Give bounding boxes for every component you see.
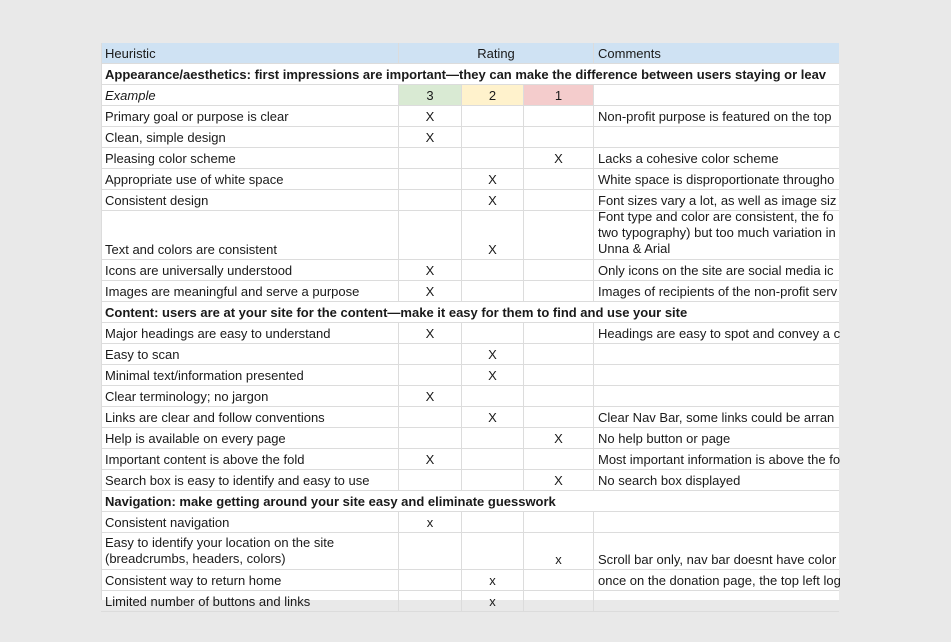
rating-2-cell[interactable]: X: [462, 190, 524, 210]
section-row-appearance: [101, 64, 839, 85]
rating-3-cell[interactable]: [399, 533, 462, 569]
rating-2-cell[interactable]: [462, 260, 524, 280]
rating-1-cell[interactable]: [524, 512, 594, 532]
comment-cell[interactable]: Most important information is above the fo: [598, 452, 841, 467]
rating-1-cell[interactable]: [524, 365, 594, 385]
section-row-navigation: [101, 491, 839, 512]
table-row: [101, 407, 839, 428]
rating-3-cell[interactable]: [399, 591, 462, 611]
section-title[interactable]: Appearance/aesthetics: first impressions are important—they can make the difference between users staying or leav: [105, 67, 827, 82]
comment-cell[interactable]: [594, 127, 839, 147]
comment-cell[interactable]: Only icons on the site are social media ic: [598, 263, 834, 278]
table-row: [101, 211, 839, 260]
comment-line: Font type and color are consistent, the fo: [598, 209, 834, 224]
heuristic-cell[interactable]: Easy to scan: [101, 344, 399, 364]
column-header-comments[interactable]: Comments: [598, 45, 661, 61]
rating-3-cell[interactable]: X: [399, 260, 462, 280]
rating-1-cell[interactable]: [524, 386, 594, 406]
rating-2-cell[interactable]: [462, 106, 524, 126]
table-row: [101, 344, 839, 365]
rating-3-cell[interactable]: X: [399, 386, 462, 406]
rating-2-legend[interactable]: 2: [462, 85, 524, 105]
heuristic-cell[interactable]: Images are meaningful and serve a purpose: [101, 281, 399, 301]
table-row: [101, 449, 839, 470]
rating-3-cell[interactable]: X: [399, 127, 462, 147]
rating-1-cell[interactable]: [524, 260, 594, 280]
rating-3-cell[interactable]: [399, 470, 462, 490]
rating-3-cell[interactable]: [399, 344, 462, 364]
heuristic-cell[interactable]: Major headings are easy to understand: [101, 323, 399, 343]
comment-cell[interactable]: Clear Nav Bar, some links could be arran: [598, 410, 835, 425]
table-row: [101, 127, 839, 148]
rating-3-cell[interactable]: [399, 169, 462, 189]
heuristic-cell[interactable]: Primary goal or purpose is clear: [101, 106, 399, 126]
table-row: [101, 570, 839, 591]
comment-cell[interactable]: Headings are easy to spot and convey a c: [598, 326, 841, 341]
heuristic-cell[interactable]: Pleasing color scheme: [101, 148, 399, 168]
heuristic-line: Easy to identify your location on the site: [105, 535, 335, 550]
column-header-heuristic[interactable]: Heuristic: [101, 43, 399, 63]
rating-2-cell[interactable]: [462, 127, 524, 147]
rating-3-cell[interactable]: X: [399, 323, 462, 343]
table-row: [101, 512, 839, 533]
comment-cell[interactable]: once on the donation page, the top left log: [598, 573, 841, 588]
comment-cell[interactable]: No help button or page: [598, 431, 731, 446]
rating-2-cell[interactable]: [462, 428, 524, 448]
table-row: [101, 591, 839, 612]
rating-3-cell[interactable]: [399, 570, 462, 590]
rating-3-cell[interactable]: [399, 211, 462, 259]
comment-cell[interactable]: No search box displayed: [598, 473, 741, 488]
heuristic-cell[interactable]: Text and colors are consistent: [101, 211, 399, 259]
rating-3-cell[interactable]: [399, 407, 462, 427]
rating-1-cell[interactable]: X: [524, 470, 594, 490]
comment-cell[interactable]: Images of recipients of the non-profit serv: [598, 284, 838, 299]
heuristic-cell[interactable]: Icons are universally understood: [101, 260, 399, 280]
comment-cell[interactable]: [594, 365, 839, 385]
table-row: [101, 260, 839, 281]
rating-3-cell[interactable]: x: [399, 512, 462, 532]
rating-1-cell[interactable]: [524, 591, 594, 611]
heuristic-cell[interactable]: Help is available on every page: [101, 428, 399, 448]
heuristic-cell[interactable]: Important content is above the fold: [101, 449, 399, 469]
comment-cell[interactable]: [594, 344, 839, 364]
rating-2-cell[interactable]: X: [462, 169, 524, 189]
comment-cell[interactable]: White space is disproportionate througho: [598, 172, 835, 187]
table-row: [101, 169, 839, 190]
rating-2-cell[interactable]: [462, 470, 524, 490]
rating-2-cell[interactable]: x: [462, 591, 524, 611]
rating-2-cell[interactable]: X: [462, 344, 524, 364]
rating-1-cell[interactable]: [524, 190, 594, 210]
rating-2-cell[interactable]: [462, 148, 524, 168]
rating-1-cell[interactable]: X: [524, 428, 594, 448]
heuristic-cell[interactable]: Links are clear and follow conventions: [101, 407, 399, 427]
rating-1-cell[interactable]: [524, 570, 594, 590]
table-row: [101, 281, 839, 302]
heuristic-line: (breadcrumbs, headers, colors): [105, 551, 286, 566]
rating-1-cell[interactable]: x: [524, 533, 594, 569]
heuristic-cell[interactable]: Limited number of buttons and links: [101, 591, 399, 611]
heuristic-cell[interactable]: Search box is easy to identify and easy to use: [101, 470, 399, 490]
rating-2-cell[interactable]: X: [462, 365, 524, 385]
rating-2-cell[interactable]: X: [462, 211, 524, 259]
comment-cell[interactable]: Font sizes vary a lot, as well as image siz: [598, 193, 837, 208]
rating-3-cell[interactable]: [399, 190, 462, 210]
comment-cell[interactable]: Lacks a cohesive color scheme: [598, 151, 779, 166]
rating-1-cell[interactable]: [524, 407, 594, 427]
heuristic-cell[interactable]: Consistent navigation: [101, 512, 399, 532]
table-row: [101, 386, 839, 407]
heuristic-cell[interactable]: Clear terminology; no jargon: [101, 386, 399, 406]
rating-3-legend[interactable]: 3: [399, 85, 462, 105]
table-row: [101, 323, 839, 344]
table-row: [101, 470, 839, 491]
rating-2-cell[interactable]: [462, 449, 524, 469]
rating-3-cell[interactable]: X: [399, 106, 462, 126]
table-row: [101, 106, 839, 127]
rating-1-cell[interactable]: [524, 281, 594, 301]
rating-1-cell[interactable]: [524, 169, 594, 189]
example-row: [101, 85, 839, 106]
rating-3-cell[interactable]: [399, 148, 462, 168]
rating-1-cell[interactable]: [524, 323, 594, 343]
rating-2-cell[interactable]: x: [462, 570, 524, 590]
comment-cell[interactable]: [594, 386, 839, 406]
table-row: [101, 428, 839, 449]
example-label[interactable]: Example: [101, 85, 399, 105]
rating-1-cell[interactable]: [524, 449, 594, 469]
heuristic-cell[interactable]: Consistent design: [101, 190, 399, 210]
heuristic-cell[interactable]: Minimal text/information presented: [101, 365, 399, 385]
table-row: [101, 533, 839, 570]
comment-cell[interactable]: Scroll bar only, nav bar doesnt have color: [598, 552, 837, 567]
rating-1-cell[interactable]: [524, 127, 594, 147]
heuristic-cell[interactable]: Appropriate use of white space: [101, 169, 399, 189]
table-row: [101, 365, 839, 386]
rating-3-cell[interactable]: [399, 365, 462, 385]
section-title[interactable]: Navigation: make getting around your site easy and eliminate guesswork: [105, 494, 556, 509]
rating-1-cell[interactable]: X: [524, 148, 594, 168]
rating-2-cell[interactable]: [462, 323, 524, 343]
comment-line: two typography) but too much variation in: [598, 225, 836, 240]
rating-2-cell[interactable]: [462, 281, 524, 301]
comment-cell[interactable]: [594, 211, 839, 259]
column-header-rating[interactable]: Rating: [399, 43, 594, 63]
heuristic-evaluation-sheet: [101, 43, 841, 609]
heuristic-cell[interactable]: Consistent way to return home: [101, 570, 399, 590]
rating-1-legend[interactable]: 1: [524, 85, 594, 105]
rating-1-cell[interactable]: [524, 211, 594, 259]
rating-2-cell[interactable]: [462, 512, 524, 532]
rating-1-cell[interactable]: [524, 106, 594, 126]
rating-2-cell[interactable]: X: [462, 407, 524, 427]
rating-3-cell[interactable]: X: [399, 449, 462, 469]
rating-2-cell[interactable]: [462, 386, 524, 406]
rating-1-cell[interactable]: [524, 344, 594, 364]
comment-cell[interactable]: [594, 85, 839, 105]
comment-line: Unna & Arial: [598, 241, 671, 256]
comment-cell[interactable]: [594, 591, 839, 611]
section-row-content: [101, 302, 839, 323]
left-border: [101, 43, 102, 600]
table-row: [101, 148, 839, 169]
rating-2-cell[interactable]: [462, 533, 524, 569]
rating-3-cell[interactable]: [399, 428, 462, 448]
comment-cell[interactable]: Non-profit purpose is featured on the top: [598, 109, 832, 124]
rating-3-cell[interactable]: X: [399, 281, 462, 301]
comment-cell[interactable]: [594, 512, 839, 532]
heuristic-cell[interactable]: Clean, simple design: [101, 127, 399, 147]
table-row: [101, 190, 839, 211]
header-row: [101, 43, 839, 64]
section-title[interactable]: Content: users are at your site for the content—make it easy for them to find and use your site: [105, 305, 688, 320]
heuristic-cell[interactable]: [101, 533, 399, 569]
